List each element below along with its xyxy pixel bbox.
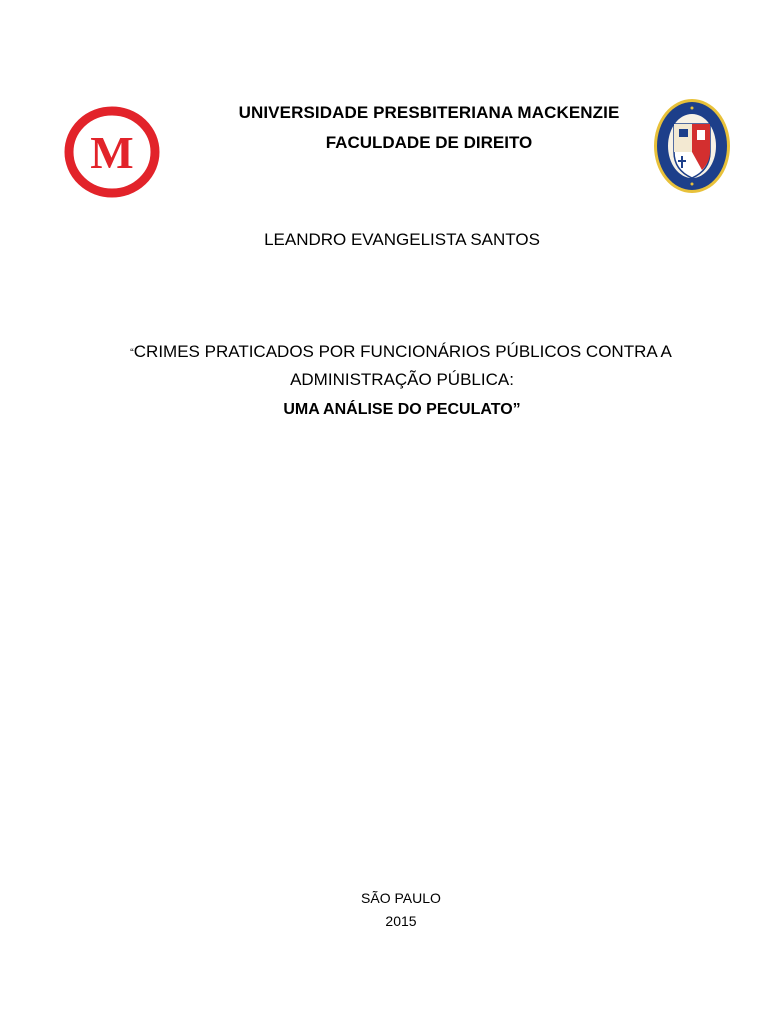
year: 2015 [385,913,417,929]
title-line-2: ADMINISTRAÇÃO PÚBLICA: [290,370,514,389]
title-open-quote: “ [130,347,134,359]
university-name: UNIVERSIDADE PRESBITERIANA MACKENZIE [238,103,620,122]
title-line-1-text: CRIMES PRATICADOS POR FUNCIONÁRIOS PÚBLICOS CONTRA A [133,342,672,361]
subtitle: UMA ANÁLISE DO PECULATO” [283,401,521,418]
author-name: LEANDRO EVANGELISTA SANTOS [264,230,540,249]
faculty-name: FACULDADE DE DIREITO [325,133,533,152]
title-line-1 [17,342,768,362]
logo-letter: M [90,127,134,178]
city: SÃO PAULO [361,890,441,906]
